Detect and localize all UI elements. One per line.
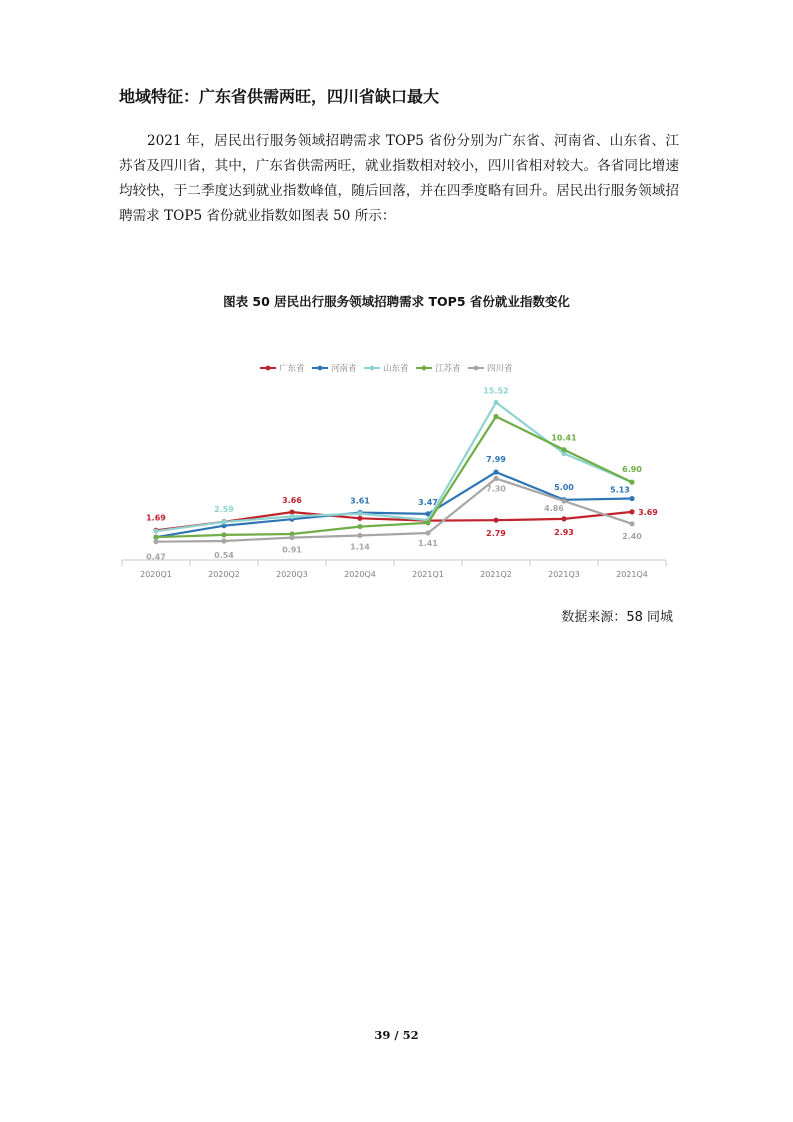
legend-swatch-marker bbox=[474, 366, 479, 371]
data-label: 4.86 bbox=[544, 504, 564, 514]
x-tick-label: 2021Q1 bbox=[412, 570, 444, 579]
legend-swatch-marker bbox=[422, 366, 427, 371]
x-tick-label: 2021Q2 bbox=[480, 570, 512, 579]
data-point bbox=[357, 511, 362, 516]
legend-swatch-marker bbox=[370, 366, 375, 371]
data-point bbox=[289, 535, 294, 540]
data-point bbox=[493, 518, 498, 523]
data-label: 1.69 bbox=[146, 513, 166, 523]
data-label: 7.30 bbox=[486, 484, 506, 494]
data-point bbox=[221, 532, 226, 537]
data-point bbox=[153, 539, 158, 544]
legend-swatch-marker bbox=[318, 366, 323, 371]
x-tick-label: 2020Q3 bbox=[276, 570, 308, 579]
data-label: 15.52 bbox=[483, 386, 509, 396]
data-point bbox=[357, 524, 362, 529]
page-number: 39 / 52 bbox=[374, 1028, 419, 1042]
data-point bbox=[493, 469, 498, 474]
data-point bbox=[153, 529, 158, 534]
data-label: 5.00 bbox=[554, 482, 574, 492]
data-label: 0.54 bbox=[214, 551, 234, 561]
data-label: 2.93 bbox=[554, 527, 574, 537]
chart-svg bbox=[118, 350, 678, 585]
legend-label: 江苏省 bbox=[435, 364, 461, 374]
data-label: 3.61 bbox=[350, 496, 370, 506]
data-point bbox=[561, 516, 566, 521]
data-point bbox=[629, 509, 634, 514]
body-paragraph: 2021 年，居民出行服务领域招聘需求 TOP5 省份分别为广东省、河南省、山东省、江苏省及四川省，其中，广东省供需两旺，就业指数相对较小，四川省相对较大。各省同比增速均较快，于二季度达到就业指数峰值，随后回落，并在四季度略有回升。居民出行服务领域招聘需求 TOP5 省份就业指数如图表 50 所示： bbox=[119, 133, 679, 224]
data-label: 1.14 bbox=[350, 542, 370, 552]
data-label: 0.47 bbox=[146, 552, 166, 562]
section-heading: 地域特征：广东省供需两旺，四川省缺口最大 bbox=[119, 87, 440, 106]
data-label: 3.66 bbox=[282, 496, 302, 506]
x-tick-label: 2021Q3 bbox=[548, 570, 580, 579]
data-label: 2.79 bbox=[486, 529, 506, 539]
data-label: 10.41 bbox=[551, 433, 577, 443]
data-point bbox=[629, 496, 634, 501]
x-tick-label: 2020Q2 bbox=[208, 570, 240, 579]
legend-label: 山东省 bbox=[383, 364, 409, 374]
data-point bbox=[493, 414, 498, 419]
data-point bbox=[221, 538, 226, 543]
legend-label: 广东省 bbox=[279, 364, 305, 374]
x-tick-label: 2021Q4 bbox=[616, 570, 648, 579]
data-label: 6.90 bbox=[622, 465, 642, 475]
data-point bbox=[221, 519, 226, 524]
data-point bbox=[357, 516, 362, 521]
data-label: 7.99 bbox=[486, 455, 506, 465]
legend-label: 四川省 bbox=[487, 364, 513, 374]
data-label: 2.59 bbox=[214, 505, 234, 515]
legend-label: 河南省 bbox=[331, 364, 357, 374]
data-point bbox=[629, 480, 634, 485]
data-label: 0.91 bbox=[282, 545, 302, 555]
data-point bbox=[561, 447, 566, 452]
x-tick-label: 2020Q1 bbox=[140, 570, 172, 579]
data-label: 2.40 bbox=[622, 531, 642, 541]
legend-swatch-marker bbox=[266, 366, 271, 371]
data-point bbox=[561, 498, 566, 503]
data-point bbox=[289, 514, 294, 519]
data-point bbox=[425, 520, 430, 525]
data-label: 5.13 bbox=[610, 485, 630, 495]
data-label: 3.69 bbox=[638, 507, 658, 517]
data-point bbox=[629, 521, 634, 526]
data-label: 1.41 bbox=[418, 538, 438, 548]
data-point bbox=[493, 400, 498, 405]
figure-caption: 图表 50 居民出行服务领域招聘需求 TOP5 省份就业指数变化 bbox=[223, 294, 570, 309]
data-point bbox=[357, 533, 362, 538]
data-label: 3.47 bbox=[418, 497, 438, 507]
data-point bbox=[425, 530, 430, 535]
data-point bbox=[153, 535, 158, 540]
data-source: 数据来源：58 同城 bbox=[561, 610, 673, 625]
data-point bbox=[493, 476, 498, 481]
line-chart bbox=[118, 350, 678, 585]
x-tick-label: 2020Q4 bbox=[344, 570, 376, 579]
